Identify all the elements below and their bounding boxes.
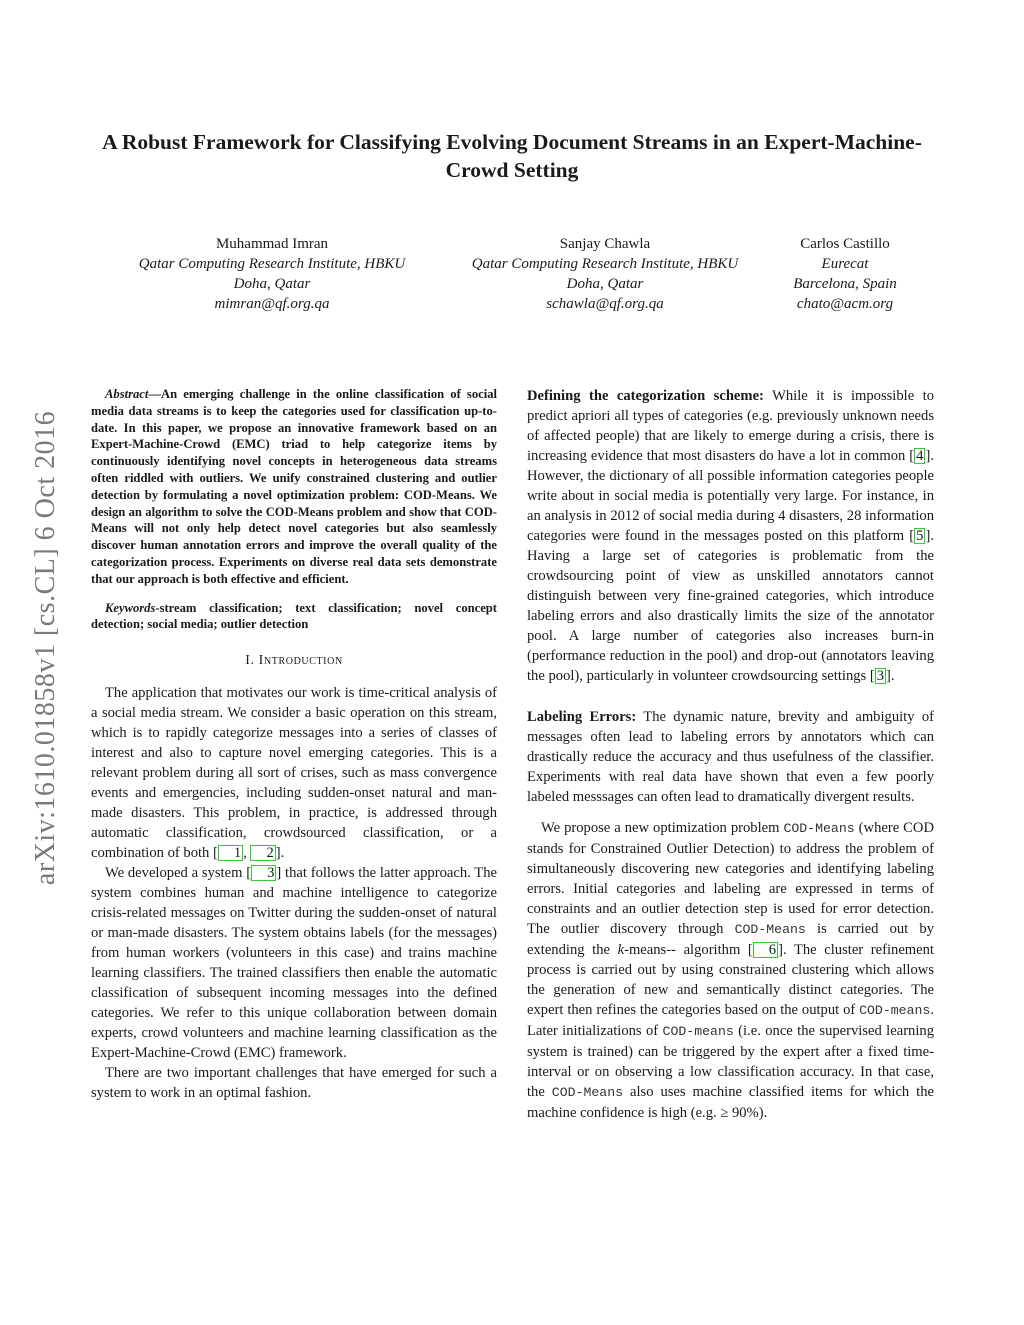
section-heading-introduction: I. Introduction [245, 653, 343, 669]
paragraph-text: is carried out by extending the [527, 921, 935, 958]
right-column [527, 386, 934, 1123]
paragraph-text: . [280, 845, 285, 862]
author-1 [112, 234, 432, 314]
keywords-text: -stream classification; text classification; novel concept detection; social media; outlier detection [91, 600, 497, 632]
paragraph-text: (where COD stands for Constrained Outlier Detection) to address the problem of simultaneously discovering new categories and identifying labeling errors. Initial categories and labeling are expressed in terms of constraints and an outlier detection step is used for error detection. The outlier discovery through [527, 820, 934, 937]
author-email: schawla@qf.org.qa [546, 296, 664, 312]
code-term: COD-means [662, 1024, 734, 1039]
author-affiliation: Qatar Computing Research Institute, HBKU [471, 256, 739, 272]
intro-paragraph-2: We developed a system [ 3 ] that follows the latter approach. The system combines human and machine intelligence to categorize crisis-related messages on Twitter during the sudden-onset of natural or man-made disasters. The system obtains labels (for the messages) from human workers (volunteers in this case) and trains machine learning classifiers. The trained classifiers then enable the automatic classification of subsequent incoming messages into the defined categories. We refer to this unique collaboration between domain experts, crowd volunteers and machine learning classification as the Expert-Machine-Crowd (EMC) framework. [91, 865, 497, 1062]
paragraph-text: -means-- algorithm [624, 942, 748, 958]
paragraph-text: . Later initializations of [527, 1002, 934, 1039]
keywords [91, 600, 497, 634]
math-variable: k [617, 942, 625, 958]
author-location: Doha, Qatar [566, 276, 644, 292]
author-affiliation: Qatar Computing Research Institute, HBKU [138, 256, 406, 272]
author-location: Barcelona, Spain [793, 276, 897, 292]
paragraph-text: There are two important challenges that have emerged for such a system to work in an optimal fashion. [91, 1065, 497, 1102]
author-affiliation: Eurecat [821, 256, 869, 272]
paragraph-text: We propose a new optimization problem [541, 820, 784, 836]
abstract-text: —An emerging challenge in the online classification of social media data streams is to keep the categories used for classification up-to-date. In this paper, we propose an innovative framework based on an Expert-Machine-Crowd (EMC) triad to help categorize items by continuously identifying novel concepts in heterogeneous data streams often riddled with outliers. We unify constrained clustering and outlier detection by formulating a novel optimization problem: COD-Means. We design an algorithm to solve the COD-Means problem and show that COD-Means will not only help detect novel categories but also seamlessly discover human annotation errors and improve the overall quality of the categorization process. Experiments on diverse real data sets demonstrate that our approach is both effective and efficient. [91, 387, 497, 586]
paragraph-text: (i.e. once the supervised learning system is trained) can be triggered by the expert after a fixed time-interval or on observing a low classification accuracy. In that case, the [527, 1023, 935, 1100]
citation-link[interactable]: 4 [916, 448, 924, 464]
citation-link[interactable]: 3 [251, 865, 276, 881]
labeling-errors-paragraph [527, 707, 934, 807]
paragraph-text: that follows the latter approach. The system combines human and machine intelligence to categorize crisis-related messages on Twitter during the sudden-onset of natural or man-made disasters. The system obtains labels (for the messages) from human workers (volunteers in this case) and trains machine learning classifiers. The trained classifiers then enable the automatic classification of subsequent incoming messages into the defined categories. We refer to this unique collaboration between domain experts, crowd volunteers and machine learning classification as the Expert-Machine-Crowd (EMC) framework. [91, 865, 497, 1062]
intro-paragraph-3 [91, 1063, 497, 1103]
citation-separator: , [243, 845, 251, 862]
run-in-heading: Labeling Errors: [527, 709, 637, 725]
abstract-label: Abstract [105, 387, 149, 401]
keywords-label: Keywords [105, 600, 156, 615]
run-in-heading: Defining the categorization scheme: [527, 388, 764, 404]
author-email: chato@acm.org [796, 296, 894, 312]
author-email: mimran@qf.org.qa [214, 296, 330, 312]
author-2 [445, 234, 765, 314]
arxiv-identifier-stamp: arXiv:1610.01858v1 [cs.CL] 6 Oct 2016 [30, 410, 61, 886]
author-name: Muhammad Imran [215, 236, 329, 252]
author-location: Doha, Qatar [233, 276, 311, 292]
intro-paragraph-1: The application that motivates our work is time-critical analysis of a social media stream. We consider a basic operation on this stream, which is to rapidly categorize messages into a series of classes of interest and also to capture novel emerging categories. This is a relevant problem during all sort of crises, such as mass convergence events and emergencies, including sudden-onset natural and man-made disasters. This problem, in practice, is addressed through automatic classification, crowdsourced classification, or a combination of both [ 1 , 2 ]. [91, 685, 497, 862]
paragraph-text: . The cluster refinement process is carried out by using constrained clustering which allows the generation of new and semantically distinct categories. The expert then refines the categories based on the output of [527, 942, 934, 1018]
abstract [91, 386, 497, 588]
paragraph-text: We developed a system [105, 865, 247, 882]
citation-link[interactable]: 3 [876, 668, 885, 684]
author-3 [765, 234, 925, 314]
categorization-scheme-paragraph: Defining the categorization scheme: While it is impossible to predict apriori all types of categories (e.g. previously unknown needs of affected people) that are likely to emerge during a crisis, there is increasing evidence that most disasters do have a lot in common [ 4 ]. However, the dictionary of all possible information categories people write about in social media is potentially very large. For instance, in an analysis in 2012 of social media during 4 disasters, 28 information categories were found in the messages posted on this platform [ 5 ]. Having a large set of categories is problematic from the crowdsourcing point of view as unskilled annotators cannot distinguish between very fine-grained categories, which introduce labeling errors and also drastically limits the size of the annotator pool. A large number of categories also increases burn-in (performance reduction in the pool) and drop-out (annotators leaving the pool), particularly in volunteer crowdsourcing settings [ 3 ]. [527, 388, 934, 684]
paragraph-text: . Having a large set of categories is problematic from the crowdsourcing point of view as unskilled annotators cannot distinguish between very fine-grained categories, which introduce labeling errors and also drastically limits the size of the annotator pool. A large number of categories also increases burn-in (performance reduction in the pool) and drop-out (annotators leaving the pool), particularly in volunteer crowdsourcing settings [527, 528, 934, 684]
code-term: COD-Means [551, 1085, 624, 1100]
code-term: COD-Means [734, 922, 806, 937]
cod-means-paragraph: We propose a new optimization problem COD-Means (where COD stands for Constrained Outlier Detection) to address the problem of simultaneously discovering new categories and identifying labeling errors. Initial categories and labeling are expressed in terms of constraints and an outlier detection step is used for error detection. The outlier discovery through COD-Means is carried out by extending the k-means-- algorithm [ 6 ]. The cluster refinement process is carried out by using constrained clustering which allows the generation of new and semantically distinct categories. The expert then refines the categories based on the output of COD-means. Later initializations of COD-means (i.e. once the supervised learning system is trained) can be triggered by the expert after a fixed time-interval or on observing a low classification accuracy. In that case, the COD-Means also uses machine classified items for which the machine confidence is high (e.g. ≥ 90%). [527, 820, 935, 1121]
paragraph-text: . However, the dictionary of all possible information categories people write about in social media is potentially very large. For instance, in an analysis in 2012 of social media during 4 disasters, 28 information categories were found in the messages posted on this platform [527, 448, 934, 544]
citation-link[interactable]: 1 [218, 845, 243, 861]
citation-link[interactable]: 5 [916, 528, 924, 544]
author-name: Sanjay Chawla [559, 236, 651, 252]
left-column [91, 386, 497, 1103]
paragraph-text: While it is impossible to predict apriori all types of categories (e.g. previously unknown needs of affected people) that are likely to emerge during a crisis, there is increasing evidence that most disasters do have a lot in common [527, 388, 934, 464]
paragraph-text: The application that motivates our work is time-critical analysis of a social media stream. We consider a basic operation on this stream, which is to rapidly categorize messages into a series of classes of interest and also to capture novel emerging categories. This is a relevant problem during all sort of crises, such as mass convergence events and emergencies, including sudden-onset natural and man-made disasters. This problem, in practice, is addressed through automatic classification, crowdsourced classification, or a combination of both [91, 685, 497, 862]
citation-link[interactable]: 6 [753, 942, 778, 958]
paragraph-text: . [890, 668, 895, 684]
code-term: COD-Means [783, 821, 855, 836]
paragraph-text: also uses machine classified items for which the machine confidence is high (e.g. ≥ 90%). [527, 1084, 935, 1121]
author-name: Carlos Castillo [800, 236, 890, 252]
paragraph-text: The dynamic nature, brevity and ambiguity of messages often lead to labeling errors by annotators which can drastically reduce the accuracy and thus usefulness of the classifier. Experiments with real data have shown that even a few poorly labeled messsages can often lead to dramatically divergent results. [527, 709, 934, 805]
paper-title: A Robust Framework for Classifying Evolving Document Streams in an Expert-Machine-Crowd Setting [102, 130, 922, 182]
code-term: COD-means [859, 1003, 931, 1018]
citation-link[interactable]: 2 [250, 845, 275, 861]
